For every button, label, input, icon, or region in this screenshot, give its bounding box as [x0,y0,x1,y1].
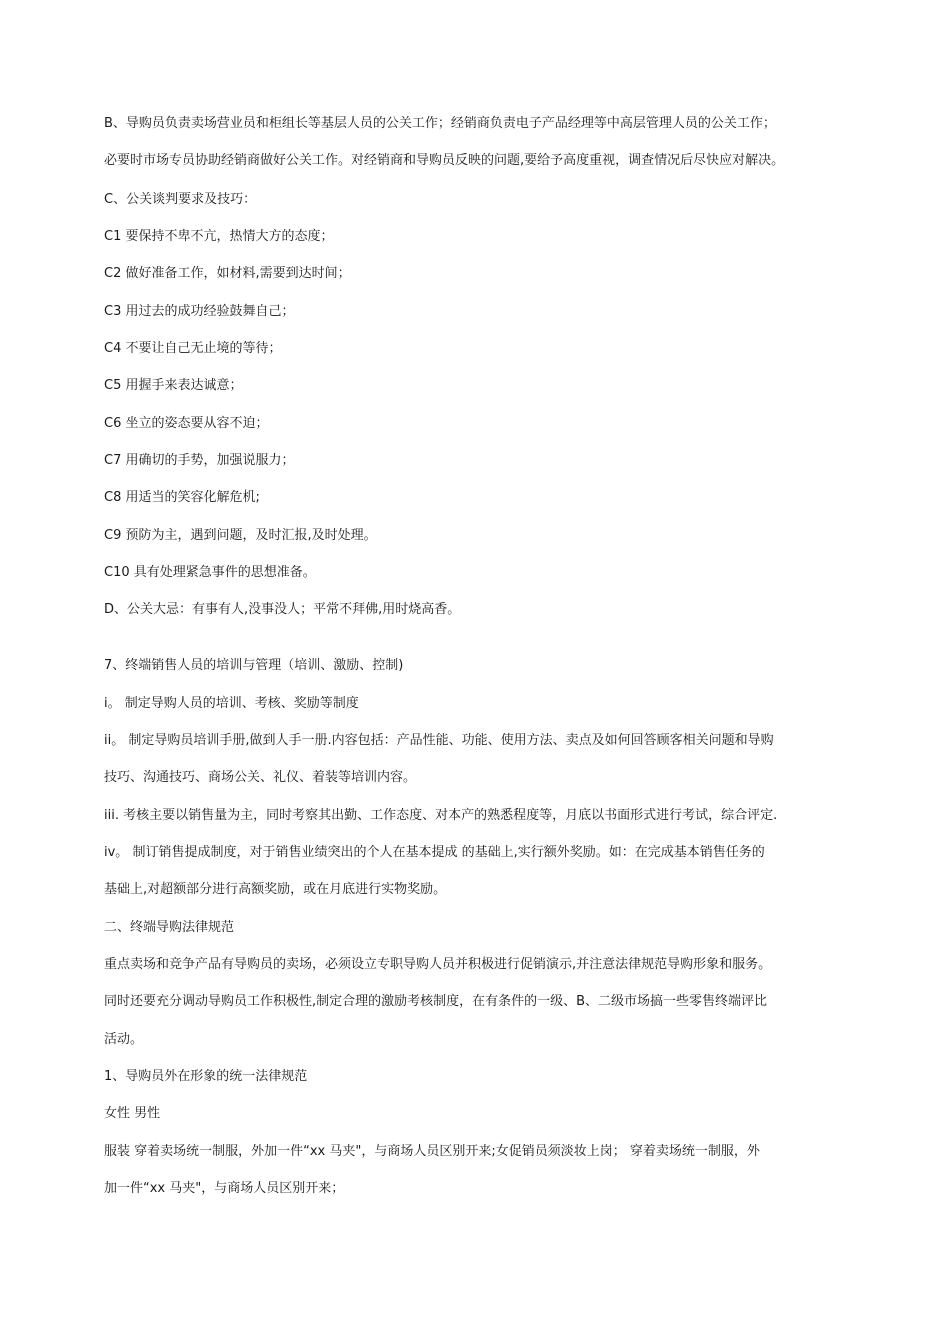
text-line: C、公关谈判要求及技巧： [104,192,257,207]
text-line: 服装 穿着卖场统一制服，外加一件“xx 马夹"，与商场人员区别开来;女促销员须淡妆上岗； 穿着卖场统一制服，外 [104,1144,760,1159]
text-line: C5 用握手来表达诚意； [104,378,243,393]
text-line: C7 用确切的手势，加强说服力； [104,453,295,468]
text-line: C8 用适当的笑容化解危机; [104,490,260,505]
text-line: i。 制定导购人员的培训、考核、奖励等制度 [104,696,359,711]
section-heading: 1、导购员外在形象的统一法律规范 [104,1069,308,1084]
text-line: B、导购员负责卖场营业员和柜组长等基层人员的公关工作；经销商负责电子产品经理等中高层管理人员的公关工作； [104,116,776,131]
section-heading: 7、终端销售人员的培训与管理（培训、激励、控制) [104,658,404,673]
text-line: iii. 考核主要以销售量为主，同时考察其出勤、工作态度、对本产的熟悉程度等，月底以书面形式进行考试，综合评定. [104,808,778,823]
text-line: C10 具有处理紧急事件的思想准备。 [104,565,316,580]
text-line: C3 用过去的成功经验鼓舞自己； [104,304,295,319]
text-line: 女性 男性 [104,1106,161,1121]
text-line: C1 要保持不卑不亢，热情大方的态度； [104,229,334,244]
text-line: 加一件“xx 马夹"，与商场人员区别开来； [104,1181,345,1196]
text-line: D、公关大忌：有事有人,没事没人；平常不拜佛,用时烧高香。 [104,602,461,617]
text-line: 必要时市场专员协助经销商做好公关工作。对经销商和导购员反映的问题,要给予高度重视，调查情况后尽快应对解决。 [104,153,785,168]
text-line: ii。 制定导购员培训手册,做到人手一册.内容包括：产品性能、功能、使用方法、卖点及如何回答顾客相关问题和导购 [104,733,774,748]
text-line: 活动。 [104,1032,144,1047]
text-line: iv。 制订销售提成制度，对于销售业绩突出的个人在基本提成 的基础上,实行额外奖励。如：在完成基本销售任务的 [104,845,765,860]
text-line: 重点卖场和竞争产品有导购员的卖场，必须设立专职导购人员并积极进行促销演示,并注意法律规范导购形象和服务。 [104,957,772,972]
text-line: C4 不要让自己无止境的等待； [104,341,282,356]
text-line: C9 预防为主，遇到问题，及时汇报,及时处理。 [104,528,377,543]
text-line: 同时还要充分调动导购员工作积极性,制定合理的激励考核制度，在有条件的一级、B、二级市场搞一些零售终端评比 [104,994,768,1009]
text-line: C6 坐立的姿态要从容不迫； [104,416,269,431]
section-heading: 二、终端导购法律规范 [104,920,235,935]
text-line: C2 做好准备工作，如材料,需要到达时间； [104,266,351,281]
text-line: 基础上,对超额部分进行高额奖励，或在月底进行实物奖励。 [104,882,447,897]
text-line: 技巧、沟通技巧、商场公关、礼仪、着装等培训内容。 [104,770,417,785]
